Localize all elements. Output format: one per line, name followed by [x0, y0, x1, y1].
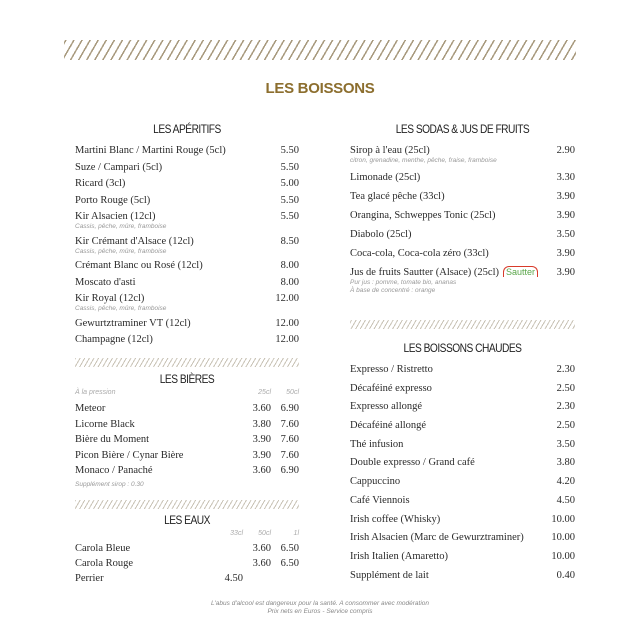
item-name: Kir Royal (12cl)	[75, 293, 145, 304]
menu-item-text	[350, 550, 448, 563]
item-price: 2.50	[556, 420, 575, 432]
item-description: citron, grenadine, menthe, pêche, fraise, framboise	[350, 157, 497, 164]
menu-item-row	[350, 550, 575, 563]
chaudes-section	[350, 341, 575, 587]
sodas-section	[350, 122, 575, 301]
price-50cl: 7.60	[280, 418, 299, 430]
price-50cl: 3.60	[252, 543, 271, 554]
item-price: 3.90	[556, 267, 575, 278]
item-name: Tea glacé pêche (33cl)	[350, 191, 445, 202]
menu-item-row	[350, 400, 575, 413]
menu-item	[350, 382, 575, 395]
item-name: Limonade (25cl)	[350, 172, 421, 183]
item-description: Cassis, pêche, mûre, framboise	[75, 247, 167, 255]
item-price: 0.40	[556, 569, 575, 581]
menu-item-text	[350, 382, 432, 395]
item-description: À base de concentré : orange	[350, 287, 436, 294]
menu-item-row	[350, 456, 575, 469]
item-price: 12.00	[275, 293, 299, 304]
price-25cl: 3.80	[252, 418, 271, 430]
menu-item-text	[75, 317, 191, 330]
item-name: Décaféiné allongé	[350, 420, 427, 432]
menu-item	[75, 259, 299, 272]
price-50cl: 6.90	[280, 465, 299, 476]
menu-item-row	[75, 333, 299, 346]
item-price: 10.00	[551, 513, 575, 525]
menu-item-text	[350, 531, 524, 544]
menu-item-text	[75, 144, 226, 157]
sodas-title: LES SODAS & JUS DE FRUITS	[395, 122, 530, 136]
item-name: Martini Blanc / Martini Rouge (5cl)	[75, 145, 226, 156]
item-name: Expresso allongé	[350, 401, 423, 413]
menu-item	[350, 400, 575, 413]
menu-item-text	[350, 494, 410, 507]
item-price: 3.50	[556, 229, 575, 240]
price-50cl: 6.90	[280, 403, 299, 414]
item-price: 5.50	[280, 161, 299, 173]
menu-item-text	[350, 171, 420, 184]
item-name: Jus de fruits Sautter (Alsace) (25cl)	[350, 267, 499, 278]
item-price: 4.20	[556, 476, 575, 488]
menu-item	[350, 247, 575, 260]
menu-item	[75, 418, 299, 431]
menu-item-row	[350, 171, 575, 184]
item-name: Licorne Black	[75, 418, 135, 430]
menu-item-row	[350, 569, 575, 582]
menu-item-text	[350, 513, 440, 526]
size-header: 1l	[293, 530, 299, 537]
item-name: Carola Rouge	[75, 558, 134, 569]
menu-item	[350, 569, 575, 582]
aperitifs-section	[75, 122, 299, 350]
item-price: 10.00	[551, 550, 575, 562]
menu-item	[350, 171, 575, 184]
menu-item-row	[350, 382, 575, 395]
footer	[0, 600, 640, 616]
menu-item	[75, 161, 299, 174]
menu-item	[75, 333, 299, 346]
bieres-title: LES BIÈRES	[159, 372, 215, 386]
item-name: Kir Alsacien (12cl)	[75, 211, 156, 222]
menu-item	[350, 144, 575, 165]
menu-item-text	[350, 456, 475, 469]
menu-item-text	[350, 400, 422, 413]
menu-item-row	[75, 259, 299, 272]
menu-item	[350, 438, 575, 451]
menu-item	[350, 363, 575, 376]
menu-item-text	[75, 210, 155, 223]
menu-item-row	[350, 209, 575, 222]
menu-item-text	[75, 194, 150, 207]
item-name: Irish Italien (Amaretto)	[350, 550, 448, 562]
item-description: Cassis, pêche, mûre, framboise	[75, 223, 167, 230]
divider-hatch	[75, 500, 299, 509]
menu-item	[350, 550, 575, 563]
item-name: Orangina, Schweppes Tonic (25cl)	[350, 210, 496, 221]
menu-item-row	[350, 438, 575, 451]
menu-item	[75, 144, 299, 157]
aperitifs-title: LES APÉRITIFS	[153, 122, 221, 136]
item-price: 2.90	[556, 145, 575, 156]
menu-item-row	[350, 190, 575, 203]
item-name: Bière du Moment	[75, 434, 150, 445]
menu-item	[350, 228, 575, 241]
menu-item-row	[75, 235, 299, 248]
price-50cl: 7.60	[280, 434, 299, 445]
menu-item	[350, 266, 575, 295]
menu-item-text	[350, 247, 489, 260]
menu-item-text	[75, 276, 136, 289]
menu-item-text	[75, 292, 144, 305]
item-price: 2.50	[556, 382, 575, 394]
item-name: Cappuccino	[350, 476, 401, 488]
menu-item-row	[75, 292, 299, 305]
price-1l	[277, 572, 299, 585]
size-header: 50cl	[258, 530, 271, 537]
size-header: 25cl	[258, 389, 271, 396]
item-prices	[249, 402, 299, 415]
item-name: Décaféiné expresso	[350, 382, 432, 394]
item-name: Picon Bière / Cynar Bière	[75, 449, 184, 461]
item-name: Supplément de lait	[350, 569, 429, 581]
menu-item-text	[350, 363, 433, 376]
item-name: Thé infusion	[350, 438, 404, 450]
menu-item	[350, 456, 575, 469]
menu-item-row	[75, 194, 299, 207]
price-33cl	[221, 557, 243, 570]
menu-item-text	[350, 190, 445, 203]
menu-item-row	[75, 177, 299, 190]
item-price: 5.50	[280, 145, 299, 156]
menu-item	[350, 190, 575, 203]
item-prices	[249, 418, 299, 431]
price-25cl: 3.90	[252, 449, 271, 461]
menu-item-text	[350, 228, 412, 241]
size-header: 50cl	[286, 389, 299, 396]
menu-item-row	[350, 513, 575, 526]
item-description: Pur jus : pomme, tomate bio, ananas	[350, 279, 457, 286]
menu-item-text	[350, 419, 426, 432]
item-name: Carola Bleue	[75, 543, 131, 554]
price-25cl: 3.90	[252, 434, 271, 445]
menu-item	[75, 276, 299, 289]
menu-item-text	[75, 235, 194, 248]
price-33cl: 4.50	[224, 573, 243, 584]
item-price: 2.30	[556, 364, 575, 375]
menu-item-row	[350, 144, 575, 157]
price-33cl	[221, 542, 243, 555]
menu-item-text	[75, 259, 203, 272]
item-name: Meteor	[75, 403, 106, 414]
price-1l: 6.50	[280, 543, 299, 554]
size-header: 33cl	[230, 530, 243, 537]
item-name: Expresso / Ristretto	[350, 364, 433, 375]
item-prices	[249, 464, 299, 477]
menu-item	[75, 235, 299, 256]
item-price: 3.30	[556, 172, 575, 183]
menu-item-text	[350, 475, 400, 488]
item-name: Champagne (12cl)	[75, 334, 153, 345]
item-price: 3.50	[556, 438, 575, 450]
item-name: Porto Rouge (5cl)	[75, 194, 151, 206]
bieres-note: Supplément sirop : 0.30	[75, 481, 144, 488]
menu-item-row	[350, 475, 575, 488]
item-prices	[221, 572, 299, 585]
menu-item-text	[350, 438, 403, 451]
menu-item-text	[350, 144, 430, 157]
menu-item-row	[75, 144, 299, 157]
menu-item	[75, 449, 299, 462]
item-price: 4.50	[556, 494, 575, 506]
bieres-subtitle: À la pression	[75, 389, 116, 396]
item-name: Moscato d'asti	[75, 276, 136, 288]
menu-item-row	[350, 363, 575, 376]
menu-item	[75, 557, 299, 570]
menu-item-text	[75, 333, 153, 346]
decorative-hatch-top	[64, 40, 576, 60]
price-25cl: 3.60	[252, 403, 271, 414]
menu-item	[75, 433, 299, 446]
menu-item	[350, 475, 575, 488]
item-prices	[221, 542, 299, 555]
menu-item-row	[350, 419, 575, 432]
menu-item	[75, 194, 299, 207]
item-price: 10.00	[551, 532, 575, 544]
menu-item	[75, 177, 299, 190]
menu-item-row	[350, 531, 575, 544]
item-name: Ricard (3cl)	[75, 178, 126, 189]
menu-item	[350, 209, 575, 222]
item-name: Irish Alsacien (Marc de Gewurztraminer)	[350, 532, 524, 544]
item-name: Suze / Campari (5cl)	[75, 161, 163, 173]
item-price: 8.00	[280, 276, 299, 288]
menu-item	[75, 464, 299, 477]
item-prices	[249, 449, 299, 462]
item-name: Monaco / Panaché	[75, 465, 153, 476]
menu-item-row	[350, 494, 575, 507]
item-name: Irish coffee (Whisky)	[350, 513, 441, 525]
price-50cl: 3.60	[252, 558, 271, 569]
sautter-logo-icon: Sautter	[503, 266, 538, 277]
divider-hatch	[75, 358, 299, 367]
item-price: 3.90	[556, 210, 575, 221]
menu-item	[75, 210, 299, 231]
menu-item	[75, 292, 299, 313]
item-prices	[221, 557, 299, 570]
item-name: Kir Crémant d'Alsace (12cl)	[75, 235, 194, 247]
item-name: Coca-cola, Coca-cola zéro (33cl)	[350, 248, 489, 259]
menu-item-row	[350, 266, 575, 279]
menu-item-text	[350, 209, 495, 222]
item-price: 3.80	[556, 457, 575, 469]
menu-item	[75, 542, 299, 555]
item-price: 8.50	[280, 235, 299, 247]
menu-item-row	[75, 317, 299, 330]
menu-item	[75, 317, 299, 330]
menu-item-row	[75, 161, 299, 174]
item-prices	[249, 433, 299, 446]
divider-hatch	[350, 320, 575, 329]
menu-item	[75, 572, 299, 585]
item-name: Café Viennois	[350, 494, 410, 506]
item-name: Crémant Blanc ou Rosé (12cl)	[75, 260, 203, 271]
item-description: Cassis, pêche, mûre, framboise	[75, 305, 167, 312]
menu-item-row	[75, 210, 299, 223]
item-name: Perrier	[75, 573, 104, 584]
item-price: 5.00	[280, 178, 299, 189]
menu-item	[75, 402, 299, 415]
item-price: 5.50	[280, 211, 299, 222]
menu-item-text	[75, 177, 125, 190]
page-title: LES BOISSONS	[265, 80, 375, 97]
item-name: Gewurtztraminer VT (12cl)	[75, 317, 191, 329]
item-name: Sirop à l'eau (25cl)	[350, 145, 430, 156]
item-price: 12.00	[275, 334, 299, 345]
price-50cl	[249, 572, 271, 585]
item-price: 3.90	[556, 248, 575, 259]
menu-item-text	[350, 266, 538, 279]
eaux-section	[75, 513, 299, 587]
bieres-section	[75, 372, 299, 489]
price-50cl: 7.60	[280, 449, 299, 461]
menu-item-row	[350, 228, 575, 241]
footer-note: Prix nets en Euros - Service compris	[267, 608, 373, 615]
item-name: Double expresso / Grand café	[350, 457, 475, 469]
menu-item	[350, 531, 575, 544]
eaux-title: LES EAUX	[164, 513, 210, 527]
item-price: 3.90	[556, 191, 575, 202]
menu-item-row	[350, 247, 575, 260]
chaudes-title: LES BOISSONS CHAUDES	[403, 341, 522, 355]
menu-item-text	[350, 569, 429, 582]
item-price: 12.00	[275, 317, 299, 329]
menu-item	[350, 513, 575, 526]
price-25cl: 3.60	[252, 465, 271, 476]
menu-item-row	[75, 276, 299, 289]
item-name: Diabolo (25cl)	[350, 229, 412, 240]
footer-warning: L'abus d'alcool est dangereux pour la santé. A consommer avec modération	[210, 600, 430, 607]
menu-item	[350, 419, 575, 432]
price-1l: 6.50	[280, 558, 299, 569]
item-price: 5.50	[280, 194, 299, 206]
item-price: 2.30	[556, 401, 575, 413]
menu-item-text	[75, 161, 162, 174]
menu-item	[350, 494, 575, 507]
item-price: 8.00	[280, 260, 299, 271]
